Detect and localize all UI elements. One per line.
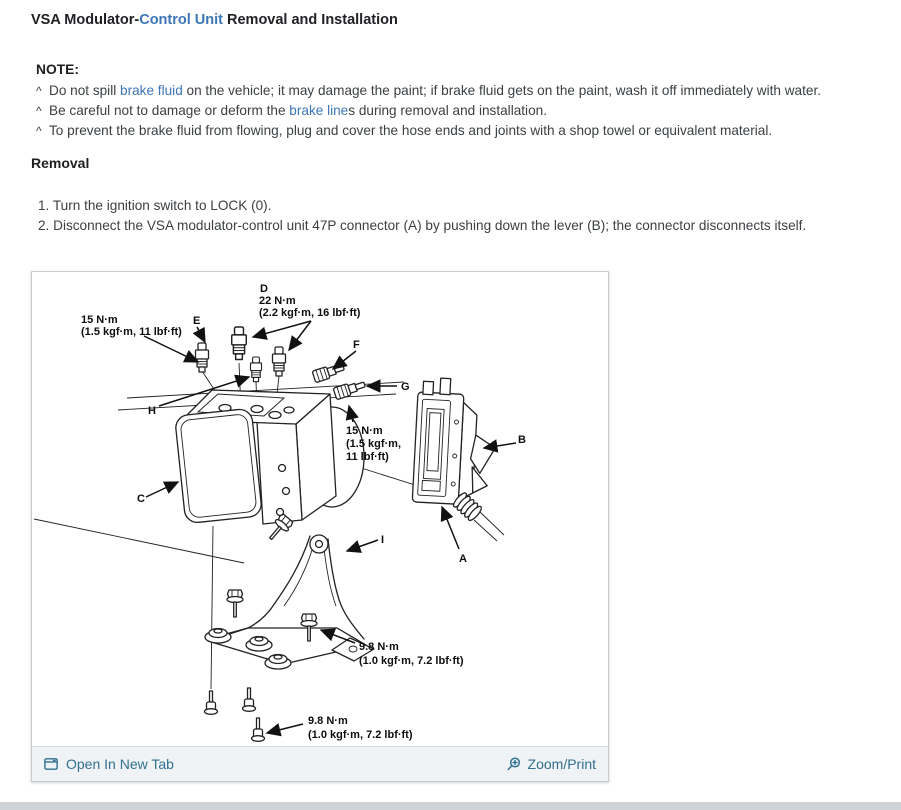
torque-right-2: (1.0 kgf·m, 7.2 lbf·ft): [359, 655, 464, 667]
open-in-new-tab-icon: [44, 757, 59, 771]
note-item: [36, 101, 821, 121]
callout-a: A: [459, 553, 467, 565]
zoom-print-label: Zoom/Print: [527, 756, 596, 772]
note-list: [36, 81, 821, 141]
brake-line-link[interactable]: brake line: [289, 103, 349, 118]
torque-right-1: 9.8 N·m: [359, 641, 399, 653]
torque-top-left-2: (1.5 kgf·m, 11 lbf·ft): [81, 326, 182, 338]
removal-heading: Removal: [31, 155, 90, 171]
torque-mid-2: (1.5 kgf·m,: [346, 438, 402, 450]
title-text-2: Removal and Installation: [222, 12, 398, 28]
callout-g: G: [401, 381, 410, 393]
torque-bottom-2: (1.0 kgf·m, 7.2 lbf·ft): [308, 729, 413, 741]
callout-f: F: [353, 339, 360, 351]
torque-d-2: (2.2 kgf·m, 16 lbf·ft): [259, 307, 361, 319]
zoom-print-icon: [506, 757, 521, 772]
note-text: on the vehicle; it may damage the paint; if brake fluid gets on the paint, wash it off immediately with water.: [182, 83, 821, 98]
step-2: 2. Disconnect the VSA modulator-control unit 47P connector (A) by pushing down the lever (B); the connector disconnects itself.: [38, 218, 807, 233]
callout-h: H: [148, 405, 156, 417]
note-bullet: ^: [36, 124, 42, 138]
title-link-control-unit[interactable]: Control Unit: [139, 12, 223, 28]
note-item: [36, 81, 821, 101]
page-title: [31, 12, 398, 28]
note-text: Do not spill: [49, 83, 121, 98]
torque-top-left-1: 15 N·m: [81, 314, 118, 326]
figure-card: [31, 271, 609, 782]
note-heading: NOTE:: [36, 62, 79, 77]
note-text: Be careful not to damage or deform the: [49, 103, 290, 118]
note-item: [36, 121, 821, 141]
torque-bottom-1: 9.8 N·m: [308, 715, 348, 727]
callout-c: C: [137, 493, 145, 505]
open-in-new-tab-button[interactable]: [44, 756, 174, 772]
note-text: To prevent the brake fluid from flowing, plug and cover the hose ends and joints with a shop towel or equivalent material.: [49, 123, 773, 138]
callout-b: B: [518, 434, 526, 446]
removal-steps: [38, 196, 806, 236]
page-bottom-strip: [0, 802, 901, 810]
note-section: [36, 60, 821, 141]
callout-i: I: [381, 534, 385, 546]
torque-mid-3: 11 lbf·ft): [346, 451, 389, 463]
step-1: 1. Turn the ignition switch to LOCK (0).: [38, 198, 272, 213]
title-text-1: VSA Modulator-: [31, 12, 140, 28]
zoom-print-button[interactable]: [506, 756, 596, 772]
figure-toolbar: [32, 746, 608, 781]
callout-e: E: [193, 315, 201, 327]
torque-d-1: 22 N·m: [259, 295, 296, 307]
torque-mid-1: 15 N·m: [346, 425, 383, 437]
open-in-new-tab-label: Open In New Tab: [66, 756, 174, 772]
note-bullet: ^: [36, 84, 42, 98]
callout-d: D: [260, 283, 268, 295]
vsa-modulator-diagram: [32, 272, 608, 746]
note-bullet: ^: [36, 104, 42, 118]
brake-fluid-link[interactable]: brake fluid: [120, 83, 183, 98]
note-text: s during removal and installation.: [348, 103, 547, 118]
